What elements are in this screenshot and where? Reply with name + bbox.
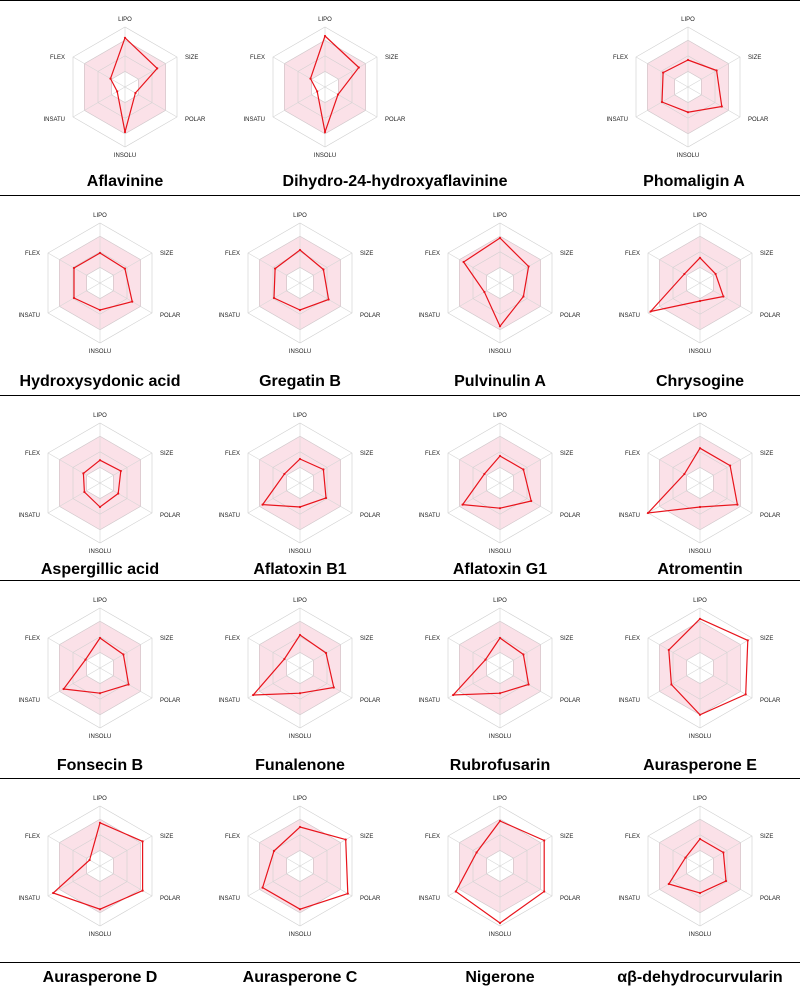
row-divider bbox=[0, 395, 800, 396]
radar-chart bbox=[600, 198, 800, 363]
radar-chart bbox=[400, 781, 600, 946]
data-point-flex bbox=[309, 78, 311, 80]
data-point-polar bbox=[333, 686, 335, 688]
data-point-polar bbox=[325, 497, 327, 499]
radar-chart bbox=[400, 198, 600, 363]
axis-label-flex: FLEX bbox=[424, 636, 440, 642]
data-point-insatu bbox=[647, 512, 649, 514]
axis-label-lipo: LIPO bbox=[318, 17, 332, 23]
radar-chart bbox=[200, 398, 400, 563]
axis-label-size: SIZE bbox=[160, 834, 174, 840]
axis-label-insatu: INSATU bbox=[218, 698, 240, 704]
data-point-flex bbox=[84, 659, 86, 661]
axis-label-flex: FLEX bbox=[624, 636, 640, 642]
data-point-insolu bbox=[499, 507, 501, 509]
axis-label-insatu: INSATU bbox=[418, 896, 440, 902]
axis-label-insatu: INSATU bbox=[43, 117, 65, 123]
chart-title: Hydroxysydonic acid bbox=[19, 373, 181, 390]
axis-label-insatu: INSATU bbox=[218, 896, 240, 902]
data-point-polar bbox=[543, 890, 545, 892]
axis-label-lipo: LIPO bbox=[681, 17, 695, 23]
data-point-lipo bbox=[299, 249, 301, 251]
axis-label-polar: POLAR bbox=[760, 513, 781, 519]
data-point-lipo bbox=[324, 35, 326, 37]
data-point-lipo bbox=[99, 252, 101, 254]
axis-label-insolu: INSOLU bbox=[88, 734, 112, 740]
data-point-size bbox=[142, 840, 144, 842]
chart-title: Aurasperone D bbox=[42, 969, 158, 986]
axis-label-lipo: LIPO bbox=[493, 413, 507, 419]
data-point-flex bbox=[484, 659, 486, 661]
data-point-flex bbox=[483, 473, 485, 475]
chart-title: Funalenone bbox=[255, 757, 345, 774]
axis-label-lipo: LIPO bbox=[493, 213, 507, 219]
axis-label-insatu: INSATU bbox=[218, 313, 240, 319]
chart-title: Pulvinulin A bbox=[454, 373, 546, 390]
row-divider bbox=[0, 778, 800, 779]
axis-label-insolu: INSOLU bbox=[313, 153, 337, 159]
data-point-insolu bbox=[324, 131, 326, 133]
radar-chart bbox=[200, 583, 400, 748]
chart-title: Aspergillic acid bbox=[40, 561, 160, 578]
axis-label-flex: FLEX bbox=[424, 834, 440, 840]
data-point-polar bbox=[745, 693, 747, 695]
axis-label-insatu: INSATU bbox=[618, 896, 640, 902]
radar-chart bbox=[600, 781, 800, 946]
data-point-insolu bbox=[299, 309, 301, 311]
chart-title: Aurasperone C bbox=[242, 969, 358, 986]
data-point-polar bbox=[117, 492, 119, 494]
axis-label-lipo: LIPO bbox=[693, 413, 707, 419]
axis-label-insolu: INSOLU bbox=[488, 932, 512, 938]
data-point-insatu bbox=[252, 694, 254, 696]
axis-label-lipo: LIPO bbox=[93, 413, 107, 419]
data-point-insatu bbox=[273, 297, 275, 299]
data-point-insolu bbox=[299, 908, 301, 910]
axis-label-lipo: LIPO bbox=[693, 598, 707, 604]
data-point-polar bbox=[528, 683, 530, 685]
axis-label-flex: FLEX bbox=[24, 834, 40, 840]
data-point-polar bbox=[725, 880, 727, 882]
data-point-lipo bbox=[499, 637, 501, 639]
data-point-lipo bbox=[699, 838, 701, 840]
axis-label-polar: POLAR bbox=[185, 117, 206, 123]
data-point-insatu bbox=[262, 887, 264, 889]
axis-label-lipo: LIPO bbox=[693, 213, 707, 219]
data-point-size bbox=[156, 67, 158, 69]
data-point-flex bbox=[109, 78, 111, 80]
axis-label-lipo: LIPO bbox=[93, 598, 107, 604]
axis-label-size: SIZE bbox=[748, 55, 762, 61]
data-point-polar bbox=[721, 105, 723, 107]
data-point-insolu bbox=[99, 309, 101, 311]
data-point-flex bbox=[683, 473, 685, 475]
axis-label-lipo: LIPO bbox=[93, 213, 107, 219]
data-point-flex bbox=[89, 859, 91, 861]
axis-label-polar: POLAR bbox=[760, 313, 781, 319]
axis-label-size: SIZE bbox=[385, 55, 399, 61]
data-point-insolu bbox=[687, 111, 689, 113]
data-point-size bbox=[322, 468, 324, 470]
data-point-lipo bbox=[499, 237, 501, 239]
data-point-insatu bbox=[661, 101, 663, 103]
axis-label-insolu: INSOLU bbox=[288, 932, 312, 938]
data-point-lipo bbox=[687, 59, 689, 61]
axis-label-flex: FLEX bbox=[424, 451, 440, 457]
radar-chart bbox=[600, 398, 800, 563]
axis-label-flex: FLEX bbox=[49, 55, 65, 61]
data-point-flex bbox=[73, 267, 75, 269]
axis-label-lipo: LIPO bbox=[293, 413, 307, 419]
top-divider bbox=[0, 0, 800, 1]
axis-label-flex: FLEX bbox=[224, 834, 240, 840]
chart-title: Aflatoxin B1 bbox=[253, 561, 347, 578]
axis-label-polar: POLAR bbox=[360, 513, 381, 519]
data-point-lipo bbox=[99, 822, 101, 824]
axis-label-lipo: LIPO bbox=[693, 796, 707, 802]
data-point-size bbox=[747, 639, 749, 641]
data-point-lipo bbox=[699, 618, 701, 620]
data-point-size bbox=[729, 465, 731, 467]
radar-chart bbox=[0, 398, 200, 563]
axis-label-size: SIZE bbox=[160, 451, 174, 457]
axis-label-polar: POLAR bbox=[160, 896, 181, 902]
data-point-insolu bbox=[699, 300, 701, 302]
radar-chart bbox=[400, 583, 600, 748]
axis-label-size: SIZE bbox=[360, 636, 374, 642]
chart-title: Nigerone bbox=[465, 969, 535, 986]
chart-title: Aflavinine bbox=[86, 173, 164, 190]
data-point-size bbox=[722, 851, 724, 853]
axis-label-polar: POLAR bbox=[560, 313, 581, 319]
axis-label-size: SIZE bbox=[360, 451, 374, 457]
axis-label-insolu: INSOLU bbox=[688, 734, 712, 740]
axis-label-flex: FLEX bbox=[24, 451, 40, 457]
data-point-lipo bbox=[299, 458, 301, 460]
data-point-size bbox=[325, 652, 327, 654]
radar-chart bbox=[588, 2, 788, 167]
chart-title: Phomaligin A bbox=[643, 173, 745, 190]
axis-label-polar: POLAR bbox=[160, 313, 181, 319]
data-point-flex bbox=[463, 261, 465, 263]
row-divider bbox=[0, 962, 800, 963]
data-point-insatu bbox=[116, 90, 118, 92]
axis-label-insolu: INSOLU bbox=[113, 153, 137, 159]
axis-label-insatu: INSATU bbox=[618, 698, 640, 704]
chart-title: Fonsecin B bbox=[56, 757, 144, 774]
data-point-insatu bbox=[52, 892, 54, 894]
data-point-polar bbox=[722, 295, 724, 297]
chart-title: Gregatin B bbox=[259, 373, 341, 390]
data-point-size bbox=[120, 470, 122, 472]
data-point-polar bbox=[347, 893, 349, 895]
axis-label-insatu: INSATU bbox=[243, 117, 265, 123]
axis-label-polar: POLAR bbox=[360, 698, 381, 704]
data-point-polar bbox=[522, 295, 524, 297]
data-point-flex bbox=[683, 273, 685, 275]
axis-label-lipo: LIPO bbox=[293, 598, 307, 604]
data-point-insolu bbox=[124, 131, 126, 133]
axis-label-insatu: INSATU bbox=[418, 313, 440, 319]
data-point-insolu bbox=[299, 692, 301, 694]
data-point-flex bbox=[274, 268, 276, 270]
axis-label-insatu: INSATU bbox=[218, 513, 240, 519]
data-point-insolu bbox=[99, 908, 101, 910]
axis-label-polar: POLAR bbox=[160, 698, 181, 704]
chart-title: Aflatoxin G1 bbox=[452, 561, 548, 578]
radar-chart bbox=[25, 2, 225, 167]
data-point-flex bbox=[273, 850, 275, 852]
data-point-flex bbox=[662, 72, 664, 74]
axis-label-flex: FLEX bbox=[624, 451, 640, 457]
data-point-lipo bbox=[699, 257, 701, 259]
data-point-polar bbox=[142, 890, 144, 892]
radar-chart bbox=[600, 583, 800, 748]
data-point-flex bbox=[684, 857, 686, 859]
data-point-lipo bbox=[699, 447, 701, 449]
row-divider bbox=[0, 195, 800, 196]
data-point-size bbox=[543, 839, 545, 841]
radar-chart bbox=[0, 198, 200, 363]
data-point-insatu bbox=[262, 504, 264, 506]
axis-label-size: SIZE bbox=[760, 251, 774, 257]
chart-title: αβ-dehydrocurvularin bbox=[617, 969, 783, 986]
axis-label-flex: FLEX bbox=[224, 251, 240, 257]
axis-label-insolu: INSOLU bbox=[288, 549, 312, 555]
axis-label-insolu: INSOLU bbox=[688, 349, 712, 355]
axis-label-insolu: INSOLU bbox=[88, 549, 112, 555]
data-point-size bbox=[522, 468, 524, 470]
radar-chart bbox=[200, 781, 400, 946]
axis-label-flex: FLEX bbox=[224, 636, 240, 642]
data-point-insolu bbox=[99, 692, 101, 694]
axis-label-insatu: INSATU bbox=[18, 313, 40, 319]
axis-label-size: SIZE bbox=[560, 451, 574, 457]
radar-chart bbox=[400, 398, 600, 563]
data-point-size bbox=[345, 839, 347, 841]
axis-label-lipo: LIPO bbox=[293, 796, 307, 802]
axis-label-insatu: INSATU bbox=[418, 698, 440, 704]
axis-label-insolu: INSOLU bbox=[288, 349, 312, 355]
axis-label-flex: FLEX bbox=[424, 251, 440, 257]
axis-label-flex: FLEX bbox=[24, 251, 40, 257]
data-point-insatu bbox=[650, 310, 652, 312]
data-point-size bbox=[528, 265, 530, 267]
data-point-polar bbox=[131, 301, 133, 303]
data-point-lipo bbox=[499, 455, 501, 457]
axis-label-insatu: INSATU bbox=[618, 513, 640, 519]
axis-label-polar: POLAR bbox=[760, 896, 781, 902]
axis-label-size: SIZE bbox=[560, 636, 574, 642]
data-point-flex bbox=[283, 658, 285, 660]
data-point-flex bbox=[668, 649, 670, 651]
axis-label-insolu: INSOLU bbox=[488, 549, 512, 555]
axis-label-size: SIZE bbox=[560, 834, 574, 840]
data-point-polar bbox=[530, 500, 532, 502]
axis-label-insolu: INSOLU bbox=[676, 153, 700, 159]
data-point-polar bbox=[328, 298, 330, 300]
axis-label-insolu: INSOLU bbox=[88, 932, 112, 938]
axis-label-size: SIZE bbox=[560, 251, 574, 257]
data-point-insatu bbox=[455, 890, 457, 892]
axis-label-polar: POLAR bbox=[560, 513, 581, 519]
axis-label-flex: FLEX bbox=[224, 451, 240, 457]
axis-label-insolu: INSOLU bbox=[688, 932, 712, 938]
radar-chart bbox=[0, 781, 200, 946]
radar-chart bbox=[200, 198, 400, 363]
axis-label-insatu: INSATU bbox=[418, 513, 440, 519]
data-point-insolu bbox=[699, 892, 701, 894]
axis-label-insatu: INSATU bbox=[18, 513, 40, 519]
axis-label-polar: POLAR bbox=[360, 313, 381, 319]
axis-label-flex: FLEX bbox=[24, 636, 40, 642]
axis-label-insolu: INSOLU bbox=[488, 734, 512, 740]
axis-label-lipo: LIPO bbox=[493, 598, 507, 604]
radar-chart bbox=[0, 583, 200, 748]
chart-title: Aurasperone E bbox=[643, 757, 757, 774]
data-point-flex bbox=[283, 473, 285, 475]
data-point-size bbox=[522, 653, 524, 655]
data-point-polar bbox=[736, 504, 738, 506]
axis-label-insolu: INSOLU bbox=[288, 734, 312, 740]
data-point-lipo bbox=[99, 459, 101, 461]
row-divider bbox=[0, 580, 800, 581]
axis-label-flex: FLEX bbox=[612, 55, 628, 61]
data-point-insatu bbox=[462, 504, 464, 506]
data-point-size bbox=[715, 273, 717, 275]
data-point-insatu bbox=[452, 694, 454, 696]
data-point-insatu bbox=[670, 683, 672, 685]
data-point-insolu bbox=[99, 506, 101, 508]
axis-label-polar: POLAR bbox=[360, 896, 381, 902]
data-point-insolu bbox=[499, 325, 501, 327]
data-point-insolu bbox=[699, 506, 701, 508]
axis-label-insatu: INSATU bbox=[606, 117, 628, 123]
data-point-polar bbox=[134, 92, 136, 94]
data-point-insatu bbox=[668, 883, 670, 885]
data-point-insatu bbox=[63, 688, 65, 690]
chart-title: Atromentin bbox=[657, 561, 743, 578]
data-point-lipo bbox=[299, 826, 301, 828]
data-point-insatu bbox=[316, 90, 318, 92]
axis-label-size: SIZE bbox=[185, 55, 199, 61]
axis-label-polar: POLAR bbox=[385, 117, 406, 123]
data-point-lipo bbox=[124, 37, 126, 39]
axis-label-polar: POLAR bbox=[760, 698, 781, 704]
data-point-size bbox=[716, 69, 718, 71]
data-point-polar bbox=[337, 93, 339, 95]
axis-label-polar: POLAR bbox=[560, 698, 581, 704]
data-point-flex bbox=[82, 472, 84, 474]
data-point-lipo bbox=[499, 820, 501, 822]
data-point-lipo bbox=[99, 637, 101, 639]
data-point-polar bbox=[128, 683, 130, 685]
data-point-insatu bbox=[83, 491, 85, 493]
axis-label-lipo: LIPO bbox=[93, 796, 107, 802]
axis-label-flex: FLEX bbox=[624, 834, 640, 840]
axis-label-insolu: INSOLU bbox=[88, 349, 112, 355]
chart-title: Rubrofusarin bbox=[449, 757, 551, 774]
axis-label-size: SIZE bbox=[760, 451, 774, 457]
axis-label-size: SIZE bbox=[160, 251, 174, 257]
data-point-size bbox=[322, 268, 324, 270]
data-point-size bbox=[124, 268, 126, 270]
data-point-size bbox=[122, 653, 124, 655]
axis-label-insolu: INSOLU bbox=[688, 549, 712, 555]
axis-label-lipo: LIPO bbox=[118, 17, 132, 23]
axis-label-flex: FLEX bbox=[249, 55, 265, 61]
axis-label-lipo: LIPO bbox=[293, 213, 307, 219]
axis-label-insatu: INSATU bbox=[618, 313, 640, 319]
chart-title: Dihydro-24-hydroxyaflavinine bbox=[282, 173, 508, 190]
data-point-size bbox=[358, 66, 360, 68]
data-point-insatu bbox=[483, 291, 485, 293]
axis-label-insatu: INSATU bbox=[18, 896, 40, 902]
axis-label-lipo: LIPO bbox=[493, 796, 507, 802]
radar-chart bbox=[225, 2, 425, 167]
axis-label-polar: POLAR bbox=[160, 513, 181, 519]
axis-label-size: SIZE bbox=[160, 636, 174, 642]
axis-label-size: SIZE bbox=[360, 251, 374, 257]
data-point-insolu bbox=[499, 692, 501, 694]
data-point-insolu bbox=[699, 714, 701, 716]
axis-label-size: SIZE bbox=[760, 834, 774, 840]
axis-label-polar: POLAR bbox=[560, 896, 581, 902]
data-point-insatu bbox=[73, 297, 75, 299]
axis-label-insatu: INSATU bbox=[18, 698, 40, 704]
data-point-insolu bbox=[499, 922, 501, 924]
data-point-insolu bbox=[299, 506, 301, 508]
chart-title: Chrysogine bbox=[655, 373, 744, 390]
axis-label-size: SIZE bbox=[760, 636, 774, 642]
axis-label-insolu: INSOLU bbox=[488, 349, 512, 355]
data-point-flex bbox=[476, 851, 478, 853]
axis-label-size: SIZE bbox=[360, 834, 374, 840]
axis-label-polar: POLAR bbox=[748, 117, 769, 123]
data-point-lipo bbox=[299, 634, 301, 636]
axis-label-flex: FLEX bbox=[624, 251, 640, 257]
